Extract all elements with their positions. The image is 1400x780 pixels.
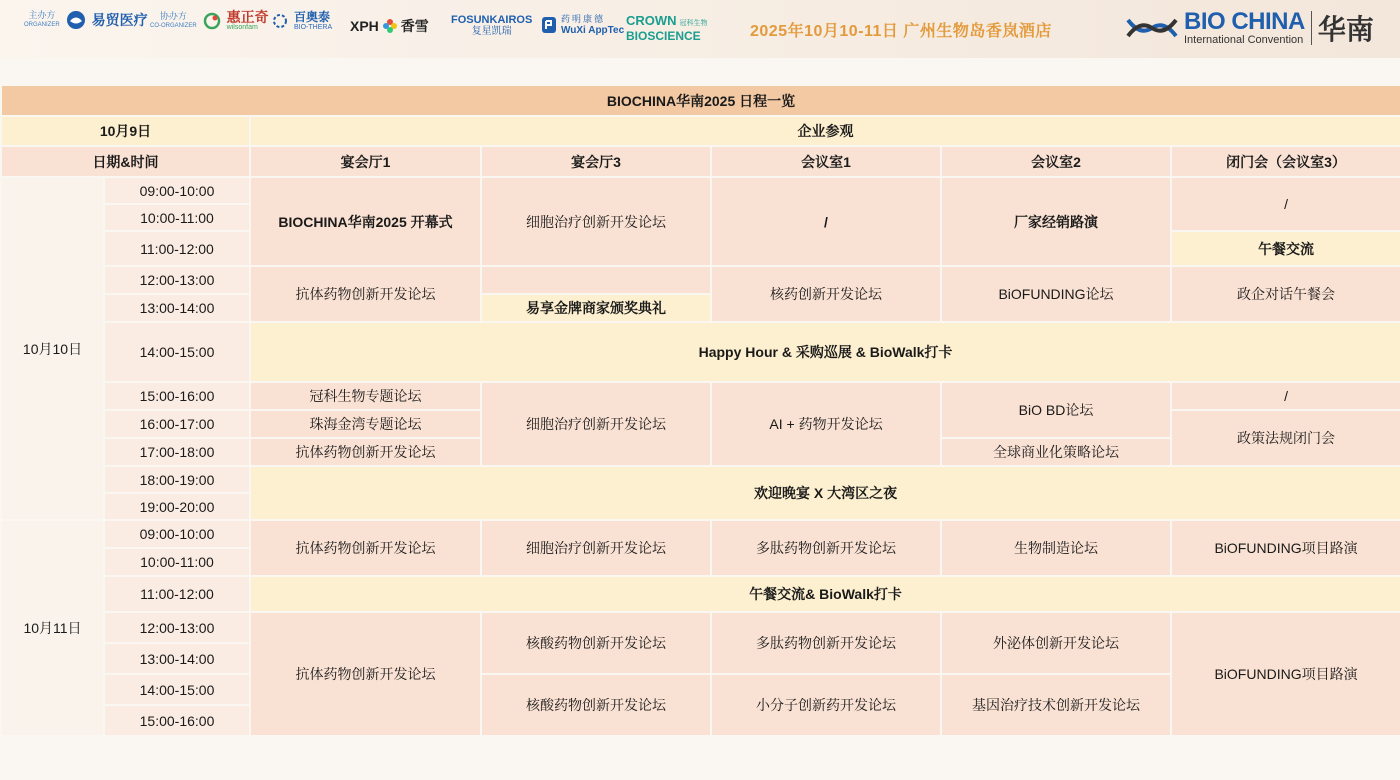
time-slot: 19:00-20:00 xyxy=(104,493,250,520)
sponsor-logo-xph xyxy=(350,16,429,36)
sponsor-logo-biothera xyxy=(272,10,332,32)
wuxi-name-en: WuXi AppTec xyxy=(561,25,625,36)
co-organizer-label xyxy=(150,11,197,31)
session-cell-therapy-2: 细胞治疗创新开发论坛 xyxy=(481,382,711,466)
wuxi-text xyxy=(561,14,624,36)
brand-subtitle: International Convention xyxy=(1184,34,1304,46)
crown-top-row xyxy=(626,15,708,30)
session-closed-empty-2: / xyxy=(1171,382,1400,410)
time-slot: 10:00-11:00 xyxy=(104,204,250,231)
biothera-name-en: BIO-THERA xyxy=(294,24,333,31)
table-row xyxy=(1,576,1400,612)
sponsor-logo-fosunkairos xyxy=(451,14,532,38)
biothera-logo-icon xyxy=(272,13,288,29)
organizer-label-en: ORGANIZER xyxy=(24,22,60,28)
event-date-venue: 2025年10月10-11日 广州生物岛香岚酒店 xyxy=(750,23,1052,40)
session-d3-antibody-2: 抗体药物创新开发论坛 xyxy=(250,612,481,736)
fosunkairos-name-cn: 复星凯瑞 xyxy=(471,26,512,37)
session-bio-bd: BiO BD论坛 xyxy=(941,382,1171,438)
header-banner xyxy=(0,0,1400,58)
session-d3-exosome: 外泌体创新开发论坛 xyxy=(941,612,1171,674)
session-global-commercial: 全球商业化策略论坛 xyxy=(941,438,1171,466)
column-header-datetime: 日期&时间 xyxy=(1,146,250,177)
organizer-name: 易贸医疗 xyxy=(91,12,148,28)
xph-name: XPH xyxy=(350,18,379,34)
session-gov-luncheon: 政企对话午餐会 xyxy=(1171,266,1400,322)
brand-title: BIO CHINA xyxy=(1184,8,1305,35)
column-header-hall3: 宴会厅3 xyxy=(481,146,711,177)
day1-row xyxy=(1,116,1400,146)
co-organizer-name-en: wilsonfam xyxy=(226,24,258,31)
brand-divider xyxy=(1311,11,1312,45)
time-slot: 11:00-12:00 xyxy=(104,231,250,266)
xph-name-cn: 香雪 xyxy=(400,18,429,34)
biochina-brand xyxy=(1126,8,1374,48)
co-organizer-label-en: CO-ORGANIZER xyxy=(150,23,197,29)
day1-event: 企业参观 xyxy=(250,116,1400,146)
session-roadshow: 厂家经销路演 xyxy=(941,177,1171,266)
session-d3-biomanufacturing: 生物制造论坛 xyxy=(941,520,1171,576)
day3-date: 10月11日 xyxy=(1,520,104,736)
co-organizer-logo-group xyxy=(150,10,269,32)
co-organizer-logo-icon xyxy=(203,11,221,31)
table-row xyxy=(1,612,1400,643)
crown-name: CROWN xyxy=(626,13,677,28)
session-d3-biofunding-roadshow: BiOFUNDING项目路演 xyxy=(1171,520,1400,576)
schedule-title: BIOCHINA华南2025 日程一览 xyxy=(1,85,1400,116)
co-organizer-text xyxy=(227,10,269,32)
brand-region: 华南 xyxy=(1317,14,1374,45)
session-antibody: 抗体药物创新开发论坛 xyxy=(250,266,481,322)
organizer-logo-group xyxy=(24,10,148,30)
session-ai-drug: AI + 药物开发论坛 xyxy=(711,382,941,466)
schedule-table xyxy=(0,84,1400,737)
day1-date: 10月9日 xyxy=(1,116,250,146)
time-slot: 16:00-17:00 xyxy=(104,410,250,438)
organizer-label-cn: 主办方 xyxy=(28,10,56,20)
session-crown-forum: 冠科生物专题论坛 xyxy=(250,382,481,410)
session-d3-lunch-biowalk: 午餐交流& BioWalk打卡 xyxy=(250,576,1400,612)
session-room1-empty: / xyxy=(711,177,941,266)
session-d3-biofunding-roadshow-2: BiOFUNDING项目路演 xyxy=(1171,612,1400,736)
table-row xyxy=(1,266,1400,294)
fosunkairos-name: FOSUNKAIROS xyxy=(451,14,533,26)
session-closed-empty: / xyxy=(1171,177,1400,231)
time-slot: 15:00-16:00 xyxy=(104,705,250,736)
session-d3-peptide-2: 多肽药物创新开发论坛 xyxy=(711,612,941,674)
xph-flower-icon xyxy=(382,18,398,34)
session-hall3-spacer xyxy=(481,266,711,294)
session-d3-nucleic-acid-2: 核酸药物创新开发论坛 xyxy=(481,674,711,736)
biothera-text xyxy=(294,10,332,32)
session-welcome-dinner: 欢迎晚宴 X 大湾区之夜 xyxy=(250,466,1400,520)
time-slot: 09:00-10:00 xyxy=(104,177,250,204)
session-d3-peptide: 多肽药物创新开发论坛 xyxy=(711,520,941,576)
session-biofunding-forum: BiOFUNDING论坛 xyxy=(941,266,1171,322)
time-slot: 14:00-15:00 xyxy=(104,674,250,705)
table-row xyxy=(1,466,1400,493)
crown-name-en: BIOSCIENCE xyxy=(626,29,701,43)
fosunkairos-text xyxy=(451,14,532,38)
co-organizer-label-cn: 协办方 xyxy=(159,11,187,21)
session-policy-closed: 政策法规闭门会 xyxy=(1171,410,1400,466)
time-slot: 13:00-14:00 xyxy=(104,643,250,674)
session-opening: BIOCHINA华南2025 开幕式 xyxy=(250,177,481,266)
time-slot: 11:00-12:00 xyxy=(104,576,250,612)
brand-text xyxy=(1184,10,1305,46)
session-d3-gene-therapy: 基因治疗技术创新开发论坛 xyxy=(941,674,1171,736)
organizer-label xyxy=(24,10,60,30)
wuxi-logo-icon xyxy=(540,15,558,35)
column-header-room1: 会议室1 xyxy=(711,146,941,177)
table-row xyxy=(1,520,1400,548)
session-d3-nucleic-acid: 核酸药物创新开发论坛 xyxy=(481,612,711,674)
schedule-title-row xyxy=(1,85,1400,116)
biothera-name: 百奥泰 xyxy=(294,10,331,24)
column-header-row xyxy=(1,146,1400,177)
session-antibody-2: 抗体药物创新开发论坛 xyxy=(250,438,481,466)
session-d3-antibody: 抗体药物创新开发论坛 xyxy=(250,520,481,576)
session-lunch-closed: 午餐交流 xyxy=(1171,231,1400,266)
time-slot: 09:00-10:00 xyxy=(104,520,250,548)
table-row xyxy=(1,177,1400,204)
time-slot: 10:00-11:00 xyxy=(104,548,250,576)
session-award-ceremony: 易享金牌商家颁奖典礼 xyxy=(481,294,711,322)
day2-date: 10月10日 xyxy=(1,177,104,520)
column-header-hall1: 宴会厅1 xyxy=(250,146,481,177)
session-d3-cell-therapy: 细胞治疗创新开发论坛 xyxy=(481,520,711,576)
crown-text xyxy=(626,15,708,43)
time-slot: 14:00-15:00 xyxy=(104,322,250,382)
time-slot: 18:00-19:00 xyxy=(104,466,250,493)
session-zhuhai-forum: 珠海金湾专题论坛 xyxy=(250,410,481,438)
column-header-closed-room3: 闭门会（会议室3） xyxy=(1171,146,1400,177)
wuxi-name: 药明康德 xyxy=(561,14,606,24)
time-slot: 13:00-14:00 xyxy=(104,294,250,322)
session-nuclear-medicine: 核药创新开发论坛 xyxy=(711,266,941,322)
time-slot: 15:00-16:00 xyxy=(104,382,250,410)
biochina-dna-icon xyxy=(1126,15,1178,41)
sponsor-logo-wuxi xyxy=(540,14,624,36)
session-d3-small-molecule: 小分子创新药开发论坛 xyxy=(711,674,941,736)
column-header-room2: 会议室2 xyxy=(941,146,1171,177)
crown-name-cn: 冠科生物 xyxy=(679,20,708,27)
time-slot: 12:00-13:00 xyxy=(104,266,250,294)
co-organizer-name: 惠正奇 xyxy=(226,9,269,25)
table-row xyxy=(1,382,1400,410)
session-cell-therapy: 细胞治疗创新开发论坛 xyxy=(481,177,711,266)
sponsor-logo-crown xyxy=(626,15,708,43)
organizer-logo-icon xyxy=(66,10,86,30)
table-row xyxy=(1,322,1400,382)
session-happy-hour: Happy Hour & 采购巡展 & BioWalk打卡 xyxy=(250,322,1400,382)
time-slot: 12:00-13:00 xyxy=(104,612,250,643)
time-slot: 17:00-18:00 xyxy=(104,438,250,466)
